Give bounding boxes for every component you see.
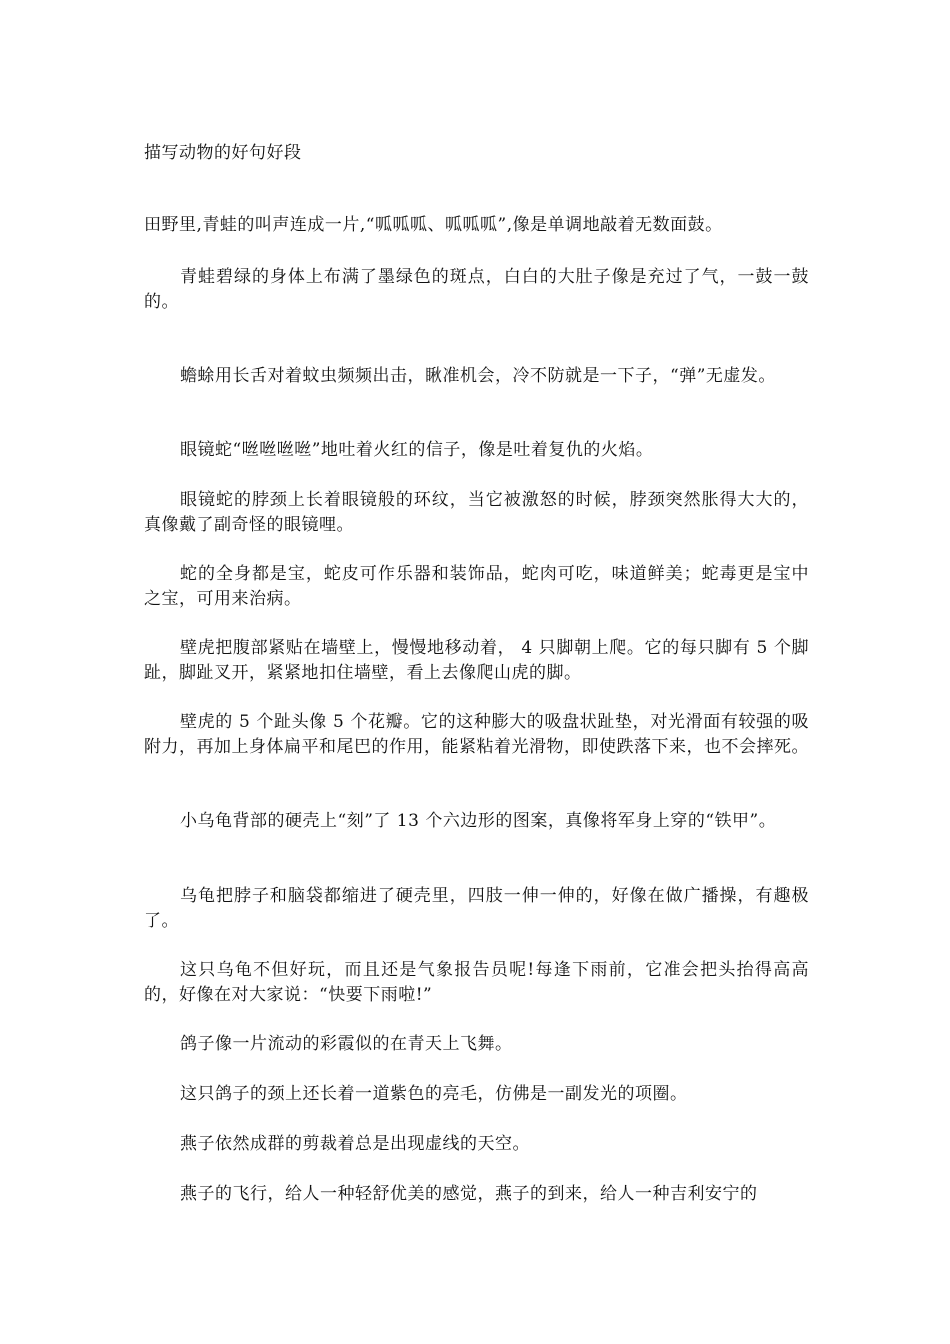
paragraph-turtle-exercise: 乌龟把脖子和脑袋都缩进了硬壳里，四肢一伸一伸的，好像在做广播操，有趣极了。 [144, 886, 809, 931]
paragraph-cobra-neck: 眼镜蛇的脖颈上长着眼镜般的环纹，当它被激怒的时候，脖颈突然胀得大大的，真像戴了副奇怪的眼镜哩。 [144, 490, 809, 535]
paragraph-gecko-climb: 壁虎把腹部紧贴在墙壁上，慢慢地移动着， 4 只脚朝上爬。它的每只脚有 5 个脚趾，脚趾叉开，紧紧地扣住墙壁，看上去像爬山虎的脚。 [144, 638, 809, 683]
paragraph-frog-body: 青蛙碧绿的身体上布满了墨绿色的斑点，白白的大肚子像是充过了气，一鼓一鼓的。 [144, 267, 809, 312]
document-title: 描写动物的好句好段 [144, 143, 302, 163]
paragraph-pigeon-neck: 这只鸽子的颈上还长着一道紫色的亮毛，仿佛是一副发光的项圈。 [180, 1084, 688, 1104]
paragraph-swallow-feeling: 燕子的飞行，给人一种轻舒优美的感觉，燕子的到来，给人一种吉利安宁的 [180, 1184, 758, 1204]
paragraph-turtle-weather: 这只乌龟不但好玩，而且还是气象报告员呢!每逢下雨前，它准会把头抬得高高的，好像在对大家说：“快要下雨啦!” [144, 960, 809, 1005]
paragraph-snake-treasure: 蛇的全身都是宝，蛇皮可作乐器和装饰品，蛇肉可吃，味道鲜美；蛇毒更是宝中之宝，可用来治病。 [144, 564, 809, 609]
paragraph-cobra-tongue: 眼镜蛇“咝咝咝咝”地吐着火红的信子，像是吐着复仇的火焰。 [180, 440, 654, 460]
paragraph-turtle-shell: 小乌龟背部的硬壳上“刻”了 13 个六边形的图案，真像将军身上穿的“铁甲”。 [180, 811, 777, 831]
paragraph-gecko-toes: 壁虎的 5 个趾头像 5 个花瓣。它的这种膨大的吸盘状趾垫，对光滑面有较强的吸附力，再加上身体扁平和尾巴的作用，能紧粘着光滑物，即使跌落下来，也不会摔死。 [144, 712, 809, 757]
paragraph-toad: 蟾蜍用长舌对着蚊虫频频出击，瞅准机会，冷不防就是一下子，“弹”无虚发。 [180, 366, 776, 386]
paragraph-swallow-sky: 燕子依然成群的剪裁着总是出现虚线的天空。 [180, 1134, 530, 1154]
paragraph-frog-chorus: 田野里,青蛙的叫声连成一片,“呱呱呱、呱呱呱”,像是单调地敲着无数面鼓。 [144, 215, 723, 235]
paragraph-pigeon-flight: 鸽子像一片流动的彩霞似的在青天上飞舞。 [180, 1034, 513, 1054]
